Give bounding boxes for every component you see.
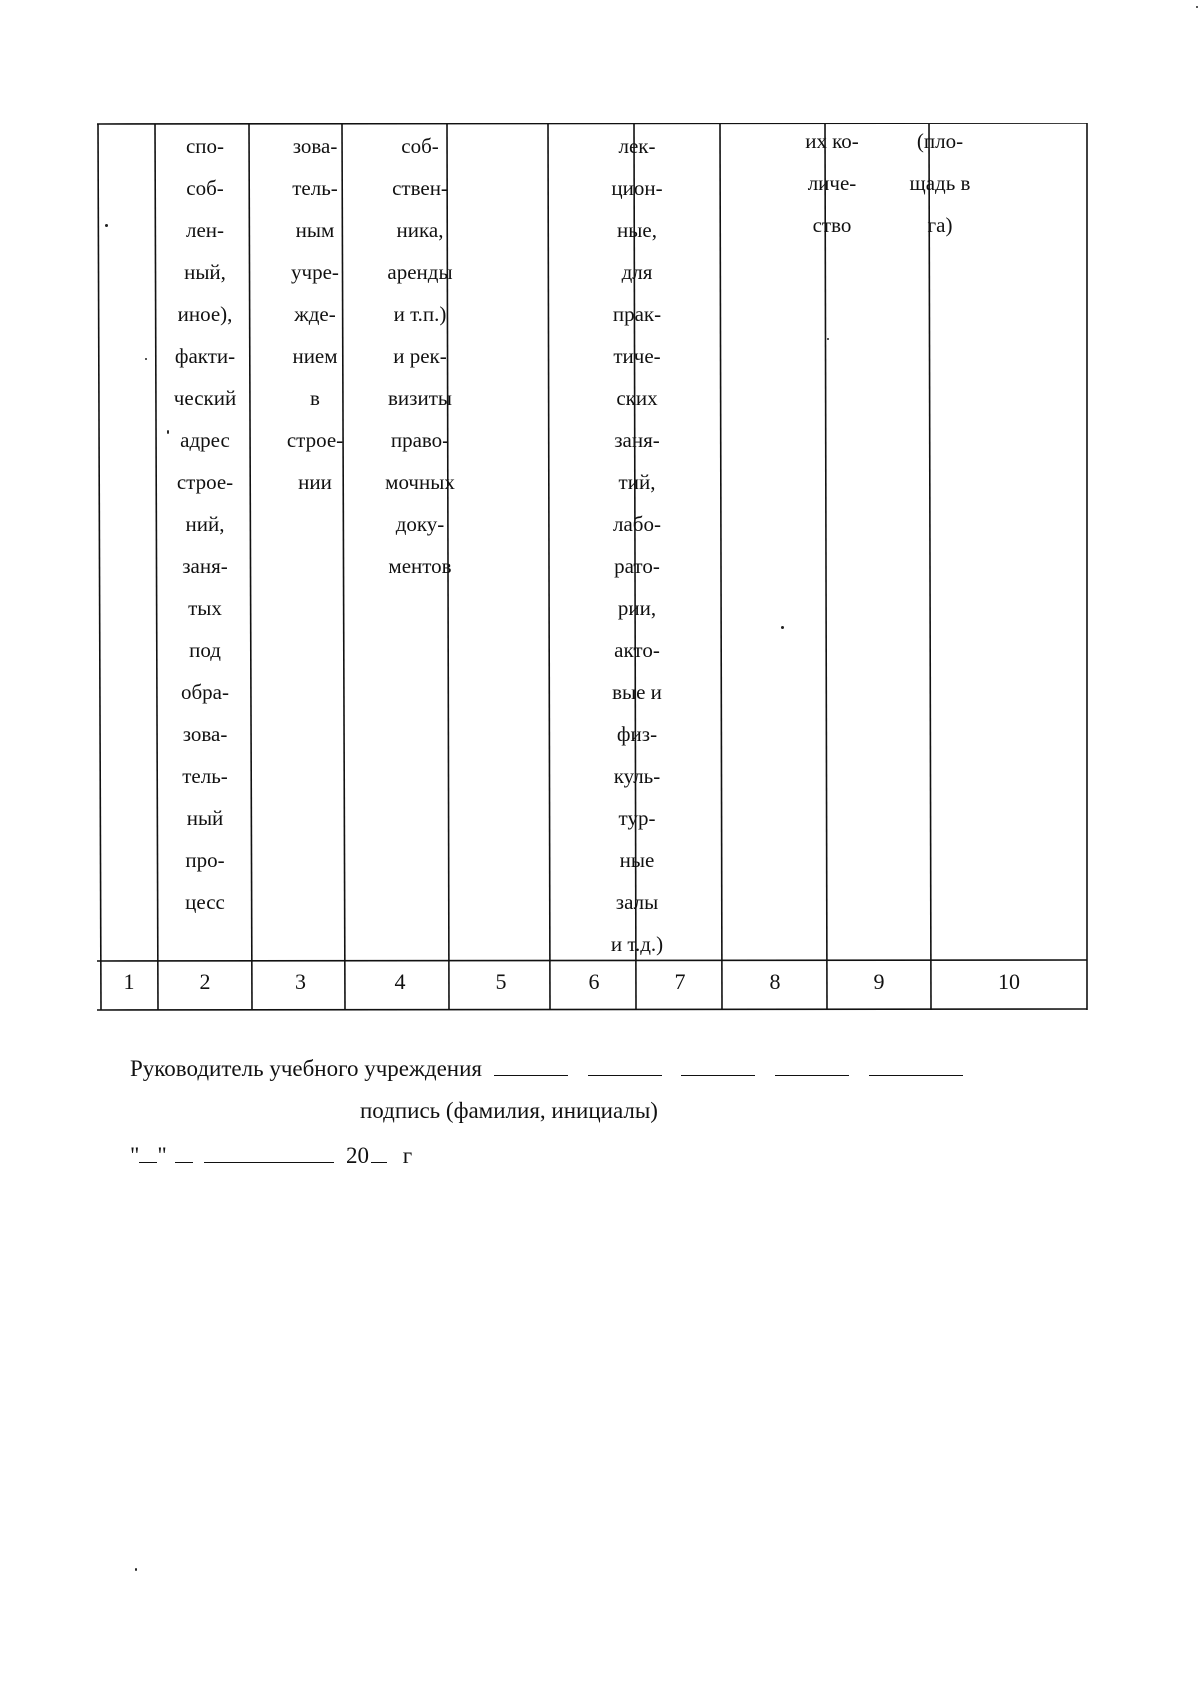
header-line: ные, xyxy=(617,218,657,242)
header-line: ческий xyxy=(173,386,237,410)
scan-speck xyxy=(105,224,108,227)
column-number-7: 7 xyxy=(674,969,686,994)
header-line: обра- xyxy=(181,680,229,704)
header-line: под xyxy=(189,638,221,662)
month-blank xyxy=(175,1142,193,1163)
scan-speck xyxy=(1196,6,1198,8)
day-blank xyxy=(139,1142,157,1163)
column-4-header xyxy=(367,125,473,587)
header-line: и рек- xyxy=(393,344,447,368)
header-line: ным xyxy=(295,218,335,242)
header-line: тель- xyxy=(182,764,228,788)
header-line: строе- xyxy=(286,428,344,452)
header-line: визиты xyxy=(388,386,452,410)
header-line: спо- xyxy=(185,134,225,158)
header-line: нии xyxy=(298,470,332,494)
column-number-10: 10 xyxy=(998,969,1020,994)
header-line: про- xyxy=(185,848,225,872)
header-line: цион- xyxy=(611,176,663,200)
column-2-header xyxy=(158,125,252,923)
header-line: тых xyxy=(188,596,222,620)
header-line: заня- xyxy=(614,428,660,452)
column-number-9: 9 xyxy=(873,969,885,994)
signature-blank xyxy=(588,1055,662,1076)
header-line: аренды xyxy=(387,260,453,284)
header-line: соб- xyxy=(186,176,224,200)
column-number-1: 1 xyxy=(123,969,135,994)
header-line: в xyxy=(310,386,320,410)
head-label: Руководитель учебного учреждения xyxy=(130,1056,482,1081)
column-3-header xyxy=(265,125,365,503)
header-line: мочных xyxy=(385,470,455,494)
column-6-header xyxy=(591,125,683,965)
column-number-6: 6 xyxy=(588,969,600,994)
header-line: прак- xyxy=(612,302,662,326)
header-line: ствен- xyxy=(392,176,448,200)
scan-speck xyxy=(145,358,147,360)
header-line: строе- xyxy=(176,470,234,494)
year-suffix: г xyxy=(402,1143,413,1168)
date-close-quote: " xyxy=(157,1143,167,1168)
date-open-quote: " xyxy=(130,1143,140,1168)
header-line: доку- xyxy=(395,512,445,536)
header-line: щадь в xyxy=(909,171,971,195)
header-line: ских xyxy=(616,386,658,410)
scan-speck xyxy=(135,1568,137,1571)
column-number-3: 3 xyxy=(295,969,306,994)
year-blank xyxy=(371,1142,387,1163)
header-line: цесс xyxy=(185,890,225,914)
header-line: тель- xyxy=(292,176,338,200)
header-line: (пло- xyxy=(916,129,964,153)
header-line: лек- xyxy=(618,134,656,158)
header-line: жде- xyxy=(294,302,336,326)
header-line: учре- xyxy=(291,260,339,284)
header-line: тиче- xyxy=(613,344,661,368)
scan-speck xyxy=(827,338,829,340)
column-number-2: 2 xyxy=(199,969,211,994)
signature-blank xyxy=(681,1055,755,1076)
header-line: лабо- xyxy=(613,512,661,536)
header-line: адрес xyxy=(180,428,230,452)
header-line: тур- xyxy=(618,806,656,830)
header-line: иное), xyxy=(177,302,233,326)
header-line: факти- xyxy=(174,344,236,368)
year-prefix: 20 xyxy=(346,1143,370,1168)
signature-blank xyxy=(494,1055,568,1076)
column-number-5: 5 xyxy=(495,969,507,994)
signature-blank xyxy=(775,1055,849,1076)
month-blank xyxy=(204,1142,334,1163)
header-line: ный xyxy=(186,806,224,830)
column-number-4: 4 xyxy=(394,969,406,994)
header-line: лен- xyxy=(185,218,225,242)
scan-speck xyxy=(781,626,784,629)
header-line: соб- xyxy=(401,134,439,158)
header-line: и т.д.) xyxy=(610,932,664,956)
column-8-header xyxy=(780,120,884,246)
header-line: зова- xyxy=(292,134,338,158)
date-line xyxy=(130,1142,412,1169)
header-line: ментов xyxy=(388,554,452,578)
header-line: их ко- xyxy=(805,129,859,153)
column-9-header xyxy=(888,120,992,246)
header-line: рии, xyxy=(617,596,657,620)
header-line: ний, xyxy=(185,512,225,536)
header-line: ные xyxy=(619,848,655,872)
scan-speck xyxy=(167,430,169,434)
header-line: заня- xyxy=(182,554,228,578)
header-line: вые и xyxy=(612,680,662,704)
signature-blank xyxy=(869,1055,963,1076)
header-line: физ- xyxy=(616,722,658,746)
header-line: ника, xyxy=(396,218,444,242)
column-number-8: 8 xyxy=(769,969,781,994)
header-line: и т.п.) xyxy=(393,302,447,326)
head-signature-line xyxy=(130,1055,963,1082)
header-line: ство xyxy=(812,213,852,237)
header-line: право- xyxy=(390,428,450,452)
header-line: зова- xyxy=(182,722,228,746)
header-line: ный, xyxy=(184,260,226,284)
header-line: нием xyxy=(292,344,338,368)
header-line: для xyxy=(621,260,653,284)
header-line: рато- xyxy=(614,554,660,578)
header-line: акто- xyxy=(614,638,660,662)
header-line: личе- xyxy=(807,171,857,195)
header-line: куль- xyxy=(613,764,661,788)
signature-caption: подпись (фамилия, инициалы) xyxy=(360,1098,658,1123)
header-line: залы xyxy=(615,890,659,914)
header-line: га) xyxy=(927,213,953,237)
header-line: тий, xyxy=(618,470,656,494)
